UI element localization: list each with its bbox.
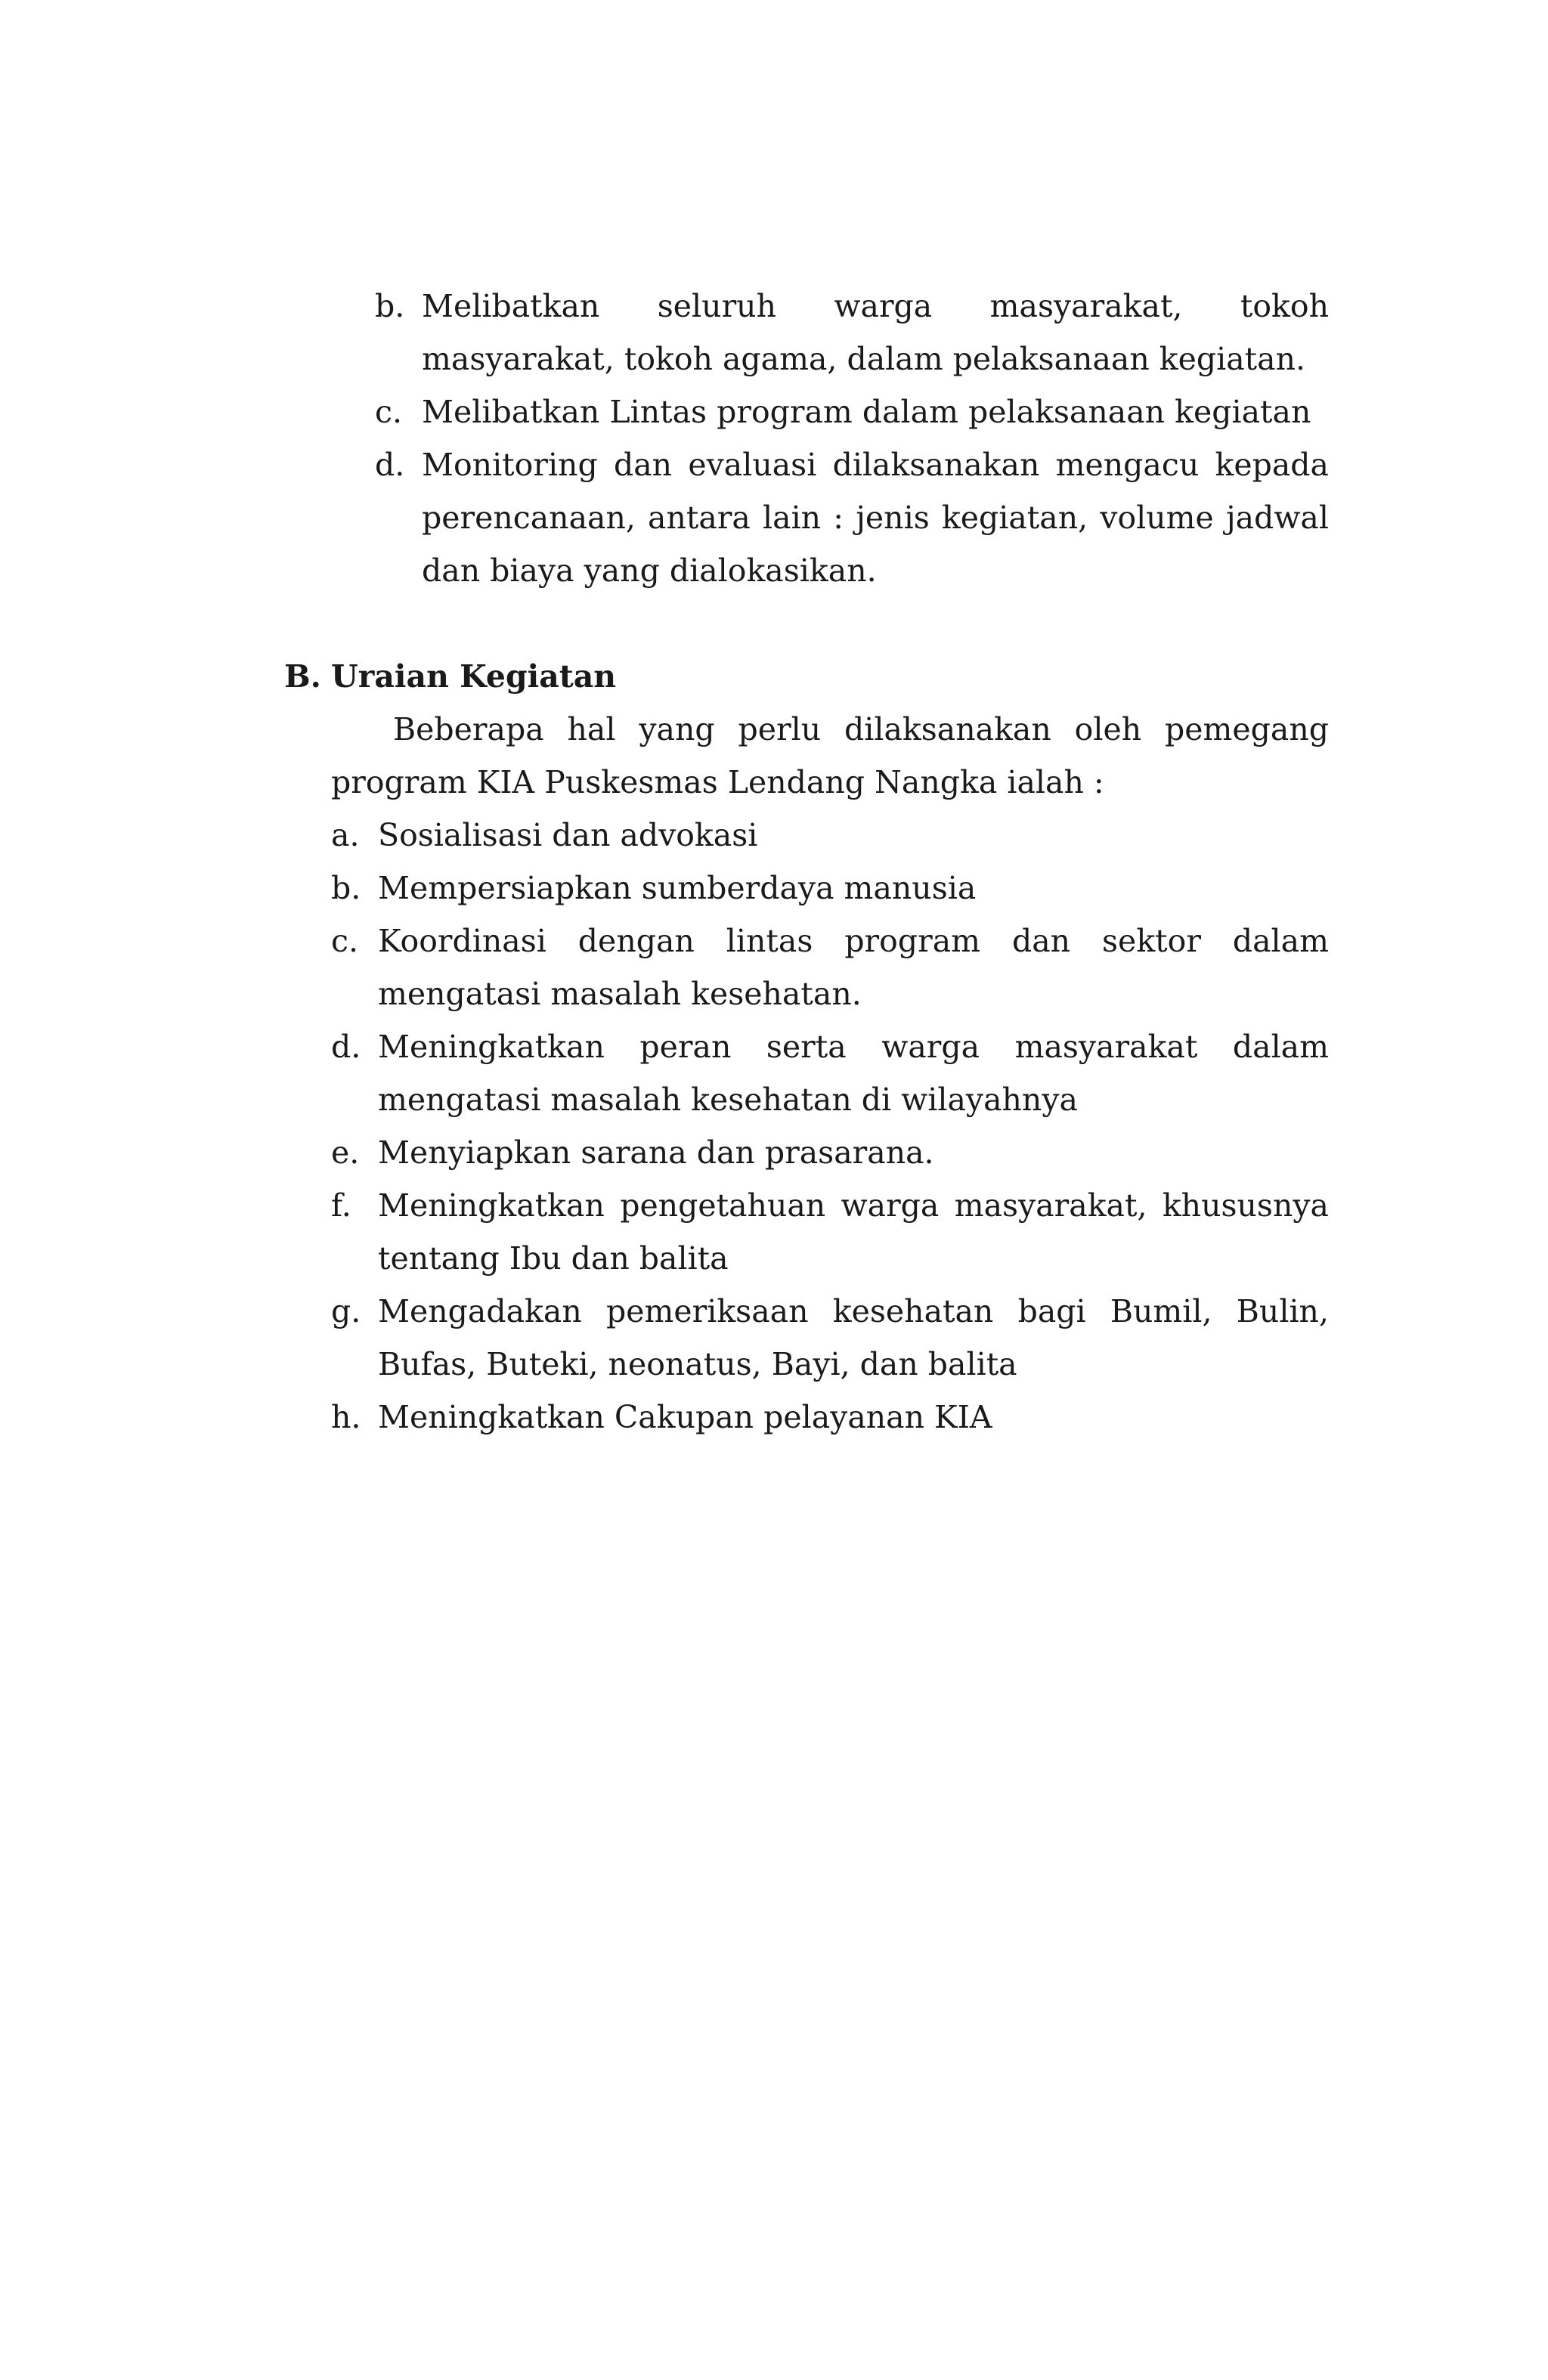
list-item-text: Mengadakan pemeriksaan kesehatan bagi Bumil, Bulin, Bufas, Buteki, neonatus, Bayi, dan balita — [378, 1293, 1329, 1382]
list-item — [375, 438, 1329, 597]
list-item-label: f. — [331, 1187, 351, 1224]
list-item — [331, 809, 1329, 862]
list-item — [331, 1126, 1329, 1179]
list-item — [331, 1391, 1329, 1444]
list-item-label: d. — [375, 447, 405, 483]
activity-list — [331, 809, 1329, 1444]
list-item-label: c. — [375, 394, 402, 430]
list-item-text: Melibatkan seluruh warga masyarakat, tokoh masyarakat, tokoh agama, dalam pelaksanaan kegiatan. — [422, 288, 1329, 377]
list-item-label: g. — [331, 1293, 361, 1329]
section-label: B. — [284, 658, 321, 695]
list-item — [331, 1285, 1329, 1391]
list-item-text: Menyiapkan sarana dan prasarana. — [378, 1134, 934, 1171]
continued-list — [375, 280, 1329, 597]
intro-paragraph: Beberapa hal yang perlu dilaksanakan oleh pemegang program KIA Puskesmas Lendang Nangka ialah : — [331, 711, 1329, 800]
list-item — [331, 862, 1329, 915]
list-item-text: Koordinasi dengan lintas program dan sektor dalam mengatasi masalah kesehatan. — [378, 923, 1329, 1012]
list-item-text: Meningkatkan peran serta warga masyarakat dalam mengatasi masalah kesehatan di wilayahnya — [378, 1029, 1329, 1118]
list-item-label: e. — [331, 1134, 360, 1171]
list-item-text: Meningkatkan pengetahuan warga masyarakat, khususnya tentang Ibu dan balita — [378, 1187, 1329, 1277]
list-item-label: b. — [331, 870, 361, 906]
list-item — [375, 280, 1329, 385]
list-item — [331, 915, 1329, 1020]
list-item-text: Mempersiapkan sumberdaya manusia — [378, 870, 977, 906]
list-item-label: b. — [375, 288, 405, 324]
section-heading — [284, 650, 1329, 703]
list-item-label: a. — [331, 817, 360, 853]
list-item — [331, 1020, 1329, 1126]
list-item-label: h. — [331, 1399, 361, 1435]
list-item-label: d. — [331, 1029, 361, 1065]
list-item-text: Sosialisasi dan advokasi — [378, 817, 758, 853]
section-title: Uraian Kegiatan — [331, 658, 617, 695]
list-item-text: Melibatkan Lintas program dalam pelaksanaan kegiatan — [422, 394, 1311, 430]
list-item-text: Monitoring dan evaluasi dilaksanakan mengacu kepada perencanaan, antara lain : jenis kegiatan, volume jadwal dan biaya yang dialokasikan. — [422, 447, 1329, 589]
list-item-text: Meningkatkan Cakupan pelayanan KIA — [378, 1399, 992, 1435]
list-item-label: c. — [331, 923, 358, 959]
list-item — [331, 1179, 1329, 1285]
list-item — [375, 385, 1329, 438]
